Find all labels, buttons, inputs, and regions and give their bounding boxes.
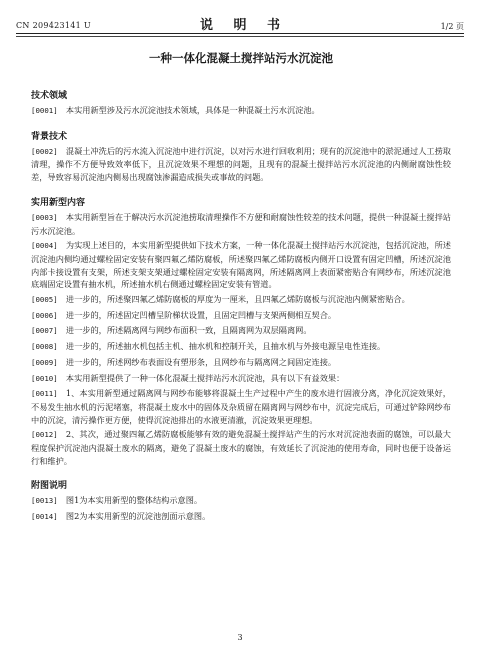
header-rule	[16, 33, 464, 34]
paragraph-number: [0001]	[31, 106, 58, 115]
paragraph-text: 图1为本实用新型的整体结构示意图。	[65, 495, 203, 506]
paragraph	[31, 145, 451, 184]
section-heading: 背景技术	[31, 131, 68, 142]
section	[31, 88, 451, 118]
paragraph-text: 进一步的，所述固定凹槽呈阶梯状设置，且固定凹槽与支架两侧相互契合。	[65, 309, 337, 320]
paragraph	[31, 372, 451, 386]
paragraph-number: [0003]	[31, 212, 58, 222]
sections-container	[31, 88, 451, 524]
paragraph-text: 2、其次，通过聚四氟乙烯防腐板能够有效的避免混凝土搅拌站产生的污水对沉淀池表面的腐蚀，可以最大程度保护沉淀池内混凝土废水的隔离，避免了混凝土废水的腐蚀，有效延长了沉淀池的使用寿命，同时也便于设备运行和维护。	[31, 429, 451, 466]
paragraph-number: [0011]	[31, 389, 58, 399]
document-body	[31, 44, 451, 535]
paragraph-number: [0014]	[31, 512, 58, 522]
section	[31, 129, 451, 184]
paragraph	[31, 510, 451, 524]
paragraph	[31, 309, 451, 323]
paragraph-text: 混凝土冲洗后的污水流入沉淀池中进行沉淀，以对污水进行回收利用；现有的沉淀池中的淤泥通过人工捞取清理，操作不方便导致效率低下，且沉淀效果不理想的问题，且现有的混凝土搅拌站污水沉淀池的内侧耐腐蚀性较差，导致容易沉淀池内侧易出现腐蚀渗漏造成损失或事故的问题。	[31, 145, 451, 183]
paragraph	[31, 104, 451, 118]
paragraph	[31, 293, 451, 307]
page-number: 3	[237, 633, 243, 642]
paragraph	[31, 239, 451, 291]
section-heading: 技术领域	[31, 91, 68, 101]
paragraph-number: [0010]	[31, 373, 58, 383]
publication-number: CN 209423141 U	[16, 21, 91, 30]
paragraph-number: [0007]	[31, 326, 58, 336]
paragraph-number: [0009]	[31, 357, 58, 367]
paragraph	[31, 340, 451, 354]
paragraph-text: 本实用新型提供了一种一体化混凝土搅拌站污水沉淀池，具有以下有益效果：	[65, 372, 345, 383]
page-count: 1/2 页	[440, 22, 464, 31]
paragraph-text: 本实用新型涉及污水沉淀池技术领域，具体是一种混凝土污水沉淀池。	[65, 105, 320, 115]
section-heading: 附图说明	[31, 481, 68, 492]
paragraph	[31, 494, 451, 508]
header-rule-thin	[16, 36, 464, 37]
paragraph	[31, 356, 451, 370]
paragraph-text: 进一步的，所述网纱布表面设有塑形条，且网纱布与隔离网之间固定连接。	[65, 356, 337, 367]
paragraph-number: [0012]	[31, 430, 58, 440]
paragraph-number: [0004]	[31, 241, 58, 251]
paragraph-number: [0002]	[31, 146, 58, 156]
section-heading: 实用新型内容	[31, 197, 86, 208]
paragraph-text: 图2为本实用新型的沉淀池剖面示意图。	[65, 511, 211, 522]
paragraph	[31, 387, 451, 426]
paragraph	[31, 211, 451, 237]
section	[31, 195, 451, 468]
paragraph-text: 进一步的，所述聚四氟乙烯防腐板的厚度为一厘米，且四氟乙烯防腐板与沉淀池内侧紧密贴合。	[65, 294, 410, 305]
paragraph-text: 为实现上述目的，本实用新型提供如下技术方案，一种一体化混凝土搅拌站污水沉淀池，包括沉淀池，所述沉淀池内侧均通过螺栓固定安装有聚四氟乙烯防腐板，所述聚四氟乙烯防腐板内侧开口设置有固定凹槽，所述沉淀池内部卡接设置有支架，所述支架支架通过螺栓固定安装有隔离网，所述隔离网上表面紧密贴合有网纱布，所述沉淀池底端固定设置有抽水机，所述抽水机右侧通过螺栓固定安装有管道。	[31, 240, 451, 290]
paragraph	[31, 324, 451, 338]
paragraph-number: [0006]	[31, 310, 58, 320]
paragraph-text: 进一步的，所述隔离网与网纱布面积一致，且隔离网为双层隔离网。	[65, 325, 312, 336]
patent-title: 一种一体化混凝土搅拌站污水沉淀池	[149, 51, 333, 65]
paragraph-text: 1、本实用新型通过隔离网与网纱布能够将混凝土生产过程中产生的废水进行固液分离，净化沉淀效果好，不易发生抽水机的污泥堵塞，将混凝土废水中的固体及杂质留在隔离网与网纱布中，沉淀完成后，可通过铲除网纱布中的沉淀，清污操作更方便，使得沉淀池排出的水液更清澈，沉淀效果更理想。	[31, 388, 451, 425]
paragraph	[31, 428, 451, 467]
document-type-title: 说 明 书	[200, 18, 289, 33]
page-header	[0, 0, 480, 33]
paragraph-number: [0005]	[31, 295, 58, 305]
paragraph-text: 本实用新型旨在于解决污水沉淀池捞取清理操作不方便和耐腐蚀性较差的技术问题，提供一种混凝土搅拌站污水沉淀池。	[31, 211, 451, 236]
paragraph-number: [0008]	[31, 342, 58, 352]
paragraph-text: 进一步的，所述抽水机包括主机、抽水机和控制开关，且抽水机与外接电源呈电性连接。	[65, 341, 386, 352]
paragraph-number: [0013]	[31, 496, 58, 506]
section	[31, 478, 451, 523]
